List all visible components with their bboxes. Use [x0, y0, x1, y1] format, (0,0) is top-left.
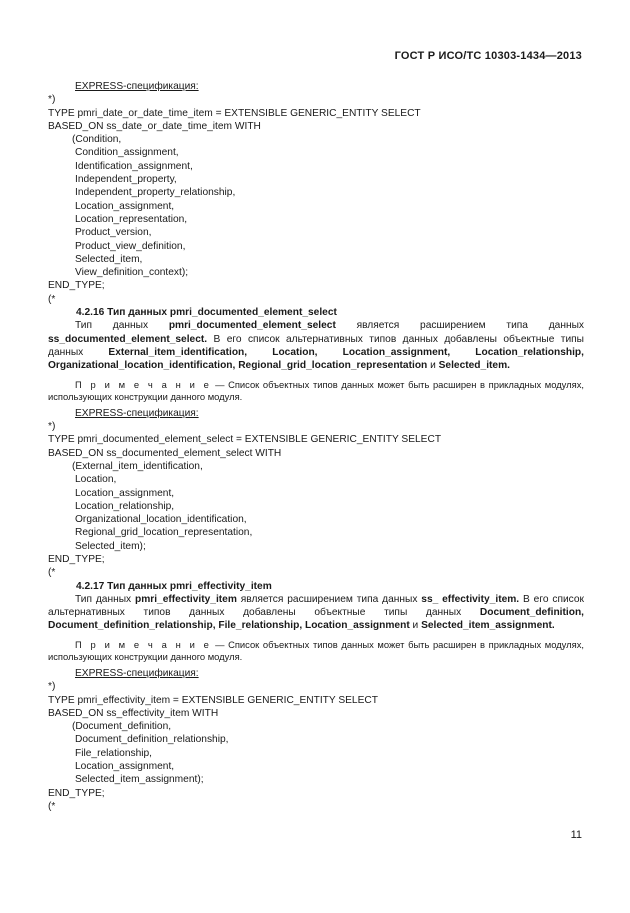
code-end-type: END_TYPE; [48, 553, 105, 565]
code-item: Location_assignment, [75, 761, 175, 773]
code-close: (* [48, 567, 56, 579]
code-item: (Document_definition, [72, 721, 172, 733]
code-end-type: END_TYPE; [48, 280, 105, 292]
code-type-line: TYPE pmri_effectivity_item = EXTENSIBLE GENERIC_ENTITY SELECT [48, 694, 378, 706]
code-item: Location_relationship, [75, 500, 175, 512]
code-item: (Condition, [72, 134, 122, 146]
code-type-line: TYPE pmri_date_or_date_time_item = EXTENSIBLE GENERIC_ENTITY SELECT [48, 107, 421, 119]
text-run: Тип данных [75, 593, 135, 605]
text-run: является расширением типа данных [236, 593, 422, 605]
code-type-line: TYPE pmri_documented_element_select = EXTENSIBLE GENERIC_ENTITY SELECT [48, 434, 442, 446]
section-paragraph [48, 593, 584, 633]
page-content [48, 80, 584, 813]
code-item: Independent_property, [75, 174, 177, 186]
code-item: Location, [75, 474, 117, 486]
code-item: Product_view_definition, [75, 240, 186, 252]
note-text: — Список объектных типов данных может быть расширен в прикладных модулях, использующих конструкции данного модуля. [48, 378, 584, 403]
code-item: Organizational_location_identification, [75, 514, 247, 526]
bold-run: pmri_effectivity_item [134, 593, 237, 605]
code-end-type: END_TYPE; [48, 787, 105, 799]
text-run: и [427, 360, 439, 372]
bold-run: External_item_identification, Location, Location_assignment, Location_relationship, Organizational_location_identification, Regional_grid_location_representation [48, 346, 584, 372]
code-item: Independent_property_relationship, [75, 187, 236, 199]
code-item: Condition_assignment, [75, 147, 179, 159]
text-run: В его список альтернативных типов данных добавлены объектные типы данных [48, 333, 584, 358]
text-run: Тип данных [75, 320, 169, 332]
express-spec-label: EXPRESS-спецификация: [75, 407, 199, 419]
section-heading: 4.2.17 Тип данных pmri_effectivity_item [76, 580, 272, 592]
text-run: В его список альтернативных типов данных добавлены объектные типы данных [48, 593, 584, 619]
code-item: Identification_assignment, [75, 160, 193, 172]
bold-run: ss_ effectivity_item. [421, 593, 520, 605]
text-run: и [409, 620, 422, 632]
section-heading: 4.2.16 Тип данных pmri_documented_element_select [76, 307, 337, 319]
code-based-on: BASED_ON ss_date_or_date_time_item WITH [48, 120, 261, 132]
code-item: File_relationship, [75, 747, 153, 759]
note-label: П р и м е ч а н и е [75, 378, 212, 390]
code-item: View_definition_context); [75, 267, 189, 279]
code-open: *) [48, 94, 56, 106]
bold-run: Selected_item. [438, 360, 510, 372]
document-header: ГОСТ Р ИСО/ТС 10303-1434—2013 [394, 50, 582, 62]
bold-run: Document_definition, Document_definition_relationship, File_relationship, Location_assignment [48, 607, 584, 632]
code-item: Selected_item_assignment); [75, 774, 204, 786]
express-spec-label: EXPRESS-спецификация: [75, 667, 199, 679]
code-item: Location_assignment, [75, 200, 175, 212]
code-item: (External_item_identification, [72, 460, 203, 472]
code-close: (* [48, 293, 56, 305]
code-item: Product_version, [75, 227, 152, 239]
code-close: (* [48, 800, 56, 812]
text-run: является расширением типа данных [335, 320, 585, 332]
code-item: Selected_item, [75, 253, 143, 265]
code-item: Regional_grid_location_representation, [75, 527, 253, 539]
code-based-on: BASED_ON ss_effectivity_item WITH [48, 707, 219, 719]
code-item: Document_definition_relationship, [75, 734, 229, 746]
express-spec-label: EXPRESS-спецификация: [75, 81, 199, 92]
bold-run: Selected_item_assignment. [421, 620, 555, 632]
note-label: П р и м е ч а н и е [75, 638, 212, 650]
note [48, 639, 584, 664]
code-item: Location_representation, [75, 213, 188, 225]
note [48, 379, 584, 404]
code-based-on: BASED_ON ss_documented_element_select WITH [48, 447, 282, 459]
code-item: Location_assignment, [75, 487, 175, 499]
code-open: *) [48, 421, 56, 433]
note-text: — Список объектных типов данных может быть расширен в прикладных модулях, использующих конструкции данного модуля. [48, 638, 584, 663]
page-number: 11 [570, 829, 582, 841]
section-paragraph [48, 319, 584, 372]
code-open: *) [48, 681, 56, 693]
bold-run: pmri_documented_element_select [168, 320, 336, 332]
code-item: Selected_item); [75, 540, 146, 552]
bold-run: ss_documented_element_select. [48, 333, 208, 345]
